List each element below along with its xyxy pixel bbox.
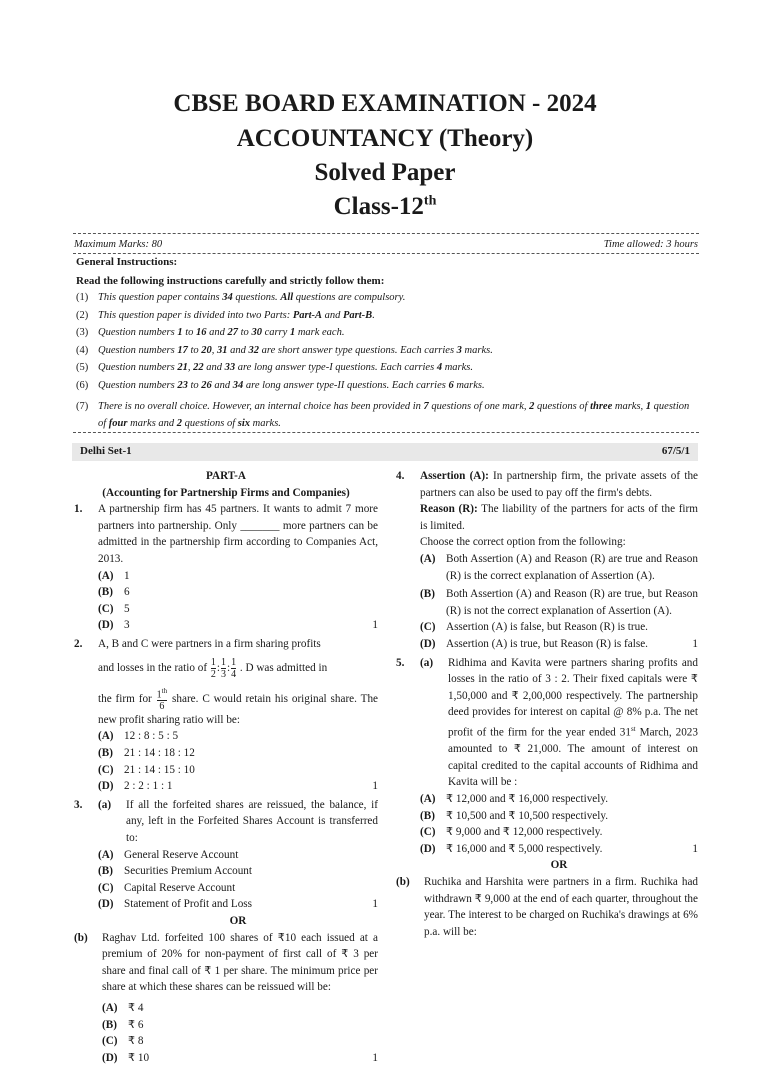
option-text: ₹ 9,000 and ₹ 12,000 respectively.	[446, 826, 603, 839]
question-text: share. C would retain his original share. The new profit sharing ratio will be:	[98, 692, 379, 726]
fraction	[211, 657, 216, 680]
fraction	[221, 657, 226, 680]
option	[420, 824, 698, 841]
instruction-item	[76, 380, 696, 391]
question-2	[74, 636, 378, 795]
part-title: PART-A	[205, 470, 246, 482]
option	[98, 584, 252, 601]
max-marks: Maximum Marks: 80	[74, 239, 163, 250]
instruction-item	[76, 327, 696, 338]
option	[98, 728, 252, 745]
question-text: the firm for	[98, 692, 152, 705]
question-text-part: Ridhima and Kavita were partners sharing profits and losses in the ratio of 3 : 2. Their fixed capitals were ₹ 1,50,000 and ₹ 2,00,000 respectively. The partnership deed provides for interest on capital @ 8% p.a. The net profit of the firm for the year ended 31	[448, 656, 698, 739]
question-5b	[396, 874, 698, 940]
instruction-text: Question numbers 1 to 16 and 27 to 30 carry 1 mark each.	[98, 327, 345, 338]
denominator: 4	[231, 668, 237, 680]
options	[98, 568, 378, 634]
marks: 1	[692, 842, 698, 855]
question-4	[396, 468, 698, 653]
option-text: ₹ 8	[128, 1035, 144, 1048]
instruction-text: There is no overall choice. However, an internal choice has been provided in 7 questions of one mark, 2 questions of three marks, 1 question of four marks and 2 questions of six marks.	[98, 401, 690, 429]
option-label: (C)	[98, 763, 114, 776]
option-text: 2 : 2 : 1 : 1	[124, 780, 173, 793]
question-number: 4.	[396, 470, 405, 482]
question-number: 1.	[74, 503, 83, 516]
question-3b	[74, 930, 378, 1066]
marks: 1	[372, 1051, 378, 1064]
sub-label: (b)	[74, 931, 88, 944]
option	[420, 551, 698, 584]
option	[102, 1050, 256, 1066]
instruction-text: Question numbers 23 to 26 and 34 are long answer type-II questions. Each carries 6 marks.	[98, 380, 485, 391]
question-text-line	[98, 686, 378, 729]
option-text: General Reserve Account	[124, 848, 239, 861]
question-text: . D was admitted in	[239, 661, 328, 674]
option-label: (C)	[98, 602, 114, 615]
option	[98, 601, 252, 618]
option	[102, 1033, 256, 1050]
option-text: Assertion (A) is false, but Reason (R) is true.	[446, 621, 648, 634]
option-text: ₹ 12,000 and ₹ 16,000 respectively.	[446, 793, 609, 806]
reason	[420, 501, 698, 534]
sub-label: (a)	[420, 656, 434, 669]
option-label: (B)	[420, 588, 435, 601]
divider-instructions	[73, 432, 699, 433]
numerator-sup: th	[161, 686, 168, 695]
option	[420, 619, 698, 636]
instruction-number: (6)	[76, 380, 89, 391]
option	[420, 791, 698, 808]
fraction	[157, 686, 167, 712]
paper-class	[0, 193, 770, 221]
option-label: (D)	[420, 637, 436, 650]
option-text: Both Assertion (A) and Reason (R) are true and Reason (R) is the correct explanation of Assertion (A).	[446, 552, 698, 582]
option	[98, 762, 252, 779]
instruction-number: (5)	[76, 362, 89, 373]
instruction-number: (2)	[76, 310, 89, 321]
option-label: (B)	[420, 809, 435, 822]
question-3	[74, 797, 378, 930]
option	[420, 586, 698, 619]
sub-label: (a)	[98, 798, 112, 811]
assertion-label: Assertion (A):	[420, 470, 489, 482]
option-label: (B)	[102, 1018, 117, 1031]
instruction-item	[76, 398, 696, 432]
denominator: 2	[210, 668, 216, 680]
class-sup: th	[423, 193, 437, 209]
option	[420, 841, 698, 858]
option-text: ₹ 4	[128, 1001, 144, 1014]
option-text: 6	[124, 586, 130, 599]
instruction-item	[76, 345, 696, 356]
option-text: Both Assertion (A) and Reason (R) are true, but Reason (R) is not the correct explanation of Assertion (A).	[446, 588, 698, 617]
option	[98, 863, 378, 880]
option-label: (A)	[420, 552, 436, 565]
marks: 1	[372, 619, 378, 632]
option	[98, 568, 252, 585]
option	[420, 808, 698, 825]
option-label: (C)	[98, 881, 114, 894]
option-label: (B)	[98, 865, 113, 878]
assertion-text: In partnership firm, the private assets of the partners can also be used to pay off the firm's debts.	[420, 470, 699, 499]
denominator: 6	[159, 700, 165, 712]
option-label: (C)	[420, 621, 436, 634]
option-text: 3	[124, 619, 130, 632]
option-label: (D)	[98, 898, 114, 911]
option-label: (A)	[98, 569, 114, 582]
option-label: (D)	[102, 1051, 118, 1064]
question-5a	[420, 655, 698, 791]
numerator: 1	[220, 656, 226, 668]
part-subtitle: (Accounting for Partnership Firms and Companies)	[102, 486, 350, 499]
paper-type: Solved Paper	[314, 159, 456, 186]
option-label: (C)	[420, 826, 436, 839]
instructions-lead: Read the following instructions carefully and strictly follow them:	[76, 275, 385, 287]
option	[98, 847, 378, 864]
option-text: Securities Premium Account	[124, 865, 253, 878]
reason-label: Reason (R):	[420, 503, 478, 516]
numerator: 1	[210, 656, 216, 668]
question-5	[396, 655, 698, 874]
options	[102, 1000, 378, 1066]
question-text: A partnership firm has 45 partners. It wants to admit 7 more partners into partnership. Only _______ more partners can be admitted in the partnership firm according to Companies Act, 2013.	[98, 503, 378, 565]
instruction-number: (1)	[76, 292, 89, 303]
numerator: 1	[156, 688, 162, 700]
question-text	[448, 655, 698, 791]
option-text: 21 : 14 : 15 : 10	[124, 763, 195, 776]
marks: 1	[372, 898, 378, 911]
option	[98, 896, 378, 913]
option-label: (C)	[102, 1035, 118, 1048]
set-bar	[72, 443, 698, 461]
assertion	[420, 468, 698, 501]
option	[102, 1017, 256, 1034]
date-sup: st	[630, 724, 636, 733]
instruction-item	[76, 362, 696, 373]
marks: 1	[372, 780, 378, 793]
instruction-text: This question paper is divided into two Parts: Part-A and Part-B.	[98, 310, 375, 321]
option-label: (D)	[98, 619, 114, 632]
question-number: 2.	[74, 637, 83, 650]
question-number: 5.	[396, 656, 405, 669]
question-number: 3.	[74, 798, 83, 811]
option-text: ₹ 10,500 and ₹ 10,500 respectively.	[446, 809, 609, 822]
question-text-line: A, B and C were partners in a firm sharing profits	[98, 637, 321, 650]
left-column	[74, 468, 378, 1066]
divider-meta	[73, 253, 699, 254]
numerator: 1	[231, 656, 237, 668]
question-text: If all the forfeited shares are reissued, the balance, if any, left in the Forfeited Shares Account is transferred to:	[126, 798, 378, 845]
option	[98, 880, 378, 897]
denominator: 3	[220, 668, 226, 680]
option	[102, 1000, 256, 1017]
time-allowed: Time allowed: 3 hours	[603, 239, 698, 250]
question-1	[74, 501, 378, 634]
option-text: Statement of Profit and Loss	[124, 898, 253, 911]
question-text-part: March, 2023 amounted to ₹ 21,000. The amount of interest on capital credited to the capital accounts of Ridhima and Kavita will be :	[448, 726, 698, 789]
option	[98, 617, 252, 634]
options	[98, 728, 378, 794]
option-text: ₹ 16,000 and ₹ 5,000 respectively.	[446, 842, 603, 855]
ratio-label: and losses in the ratio of	[98, 661, 208, 674]
instructions-heading: General Instructions:	[76, 256, 178, 268]
option-text: 5	[124, 602, 130, 615]
option-label: (A)	[98, 730, 114, 743]
option-label: (D)	[98, 780, 114, 793]
option-label: (B)	[98, 747, 113, 760]
class-text: Class-12	[333, 193, 424, 220]
sub-label: (b)	[396, 875, 410, 888]
instruction-number: (3)	[76, 327, 89, 338]
option-text: ₹ 10	[128, 1051, 150, 1064]
or-divider: OR	[550, 859, 568, 872]
option-text: 21 : 14 : 18 : 12	[124, 747, 195, 760]
option	[98, 778, 252, 795]
reason-text: The liability of the partners for acts of the firm is limited.	[420, 503, 698, 532]
option-label: (B)	[98, 586, 113, 599]
choose-text: Choose the correct option from the following:	[420, 536, 626, 549]
instruction-item	[76, 292, 696, 303]
option-label: (A)	[102, 1001, 118, 1014]
instruction-number: (7)	[76, 401, 89, 412]
question-text: Ruchika and Harshita were partners in a firm. Ruchika had withdrawn ₹ 9,000 at the end of each quarter, throughout the year. The interest to be charged on Ruchika's drawings at 6% p.a. will be:	[424, 875, 698, 938]
option-label: (D)	[420, 842, 436, 855]
option-text: 1	[124, 569, 130, 582]
instruction-text: Question numbers 21, 22 and 33 are long answer type-I questions. Each carries 4 marks.	[98, 362, 473, 373]
option	[420, 636, 698, 653]
option-text: ₹ 6	[128, 1018, 144, 1031]
instruction-item	[76, 310, 696, 321]
instruction-text: Question numbers 17 to 20, 31 and 32 are short answer type questions. Each carries 3 marks.	[98, 345, 493, 356]
question-text: Raghav Ltd. forfeited 100 shares of ₹10 each issued at a premium of 20% for non-payment of first call of ₹ 3 per share and final call of ₹ 1 per share. The minimum price per share at which these shares can be reissued will be:	[102, 931, 378, 994]
question-3a	[98, 797, 378, 847]
paper-subject: ACCOUNTANCY (Theory)	[236, 125, 534, 152]
paper-title: CBSE BOARD EXAMINATION - 2024	[173, 90, 597, 117]
marks: 1	[692, 637, 698, 650]
option-text: Capital Reserve Account	[124, 881, 236, 894]
fraction	[231, 657, 236, 680]
question-text-line: and losses in the ratio of $\frac{1}{2}$ : $\frac{1}{3}$ : $\frac{1}{4}$ . D was admitted in	[98, 656, 328, 680]
divider-top	[73, 233, 699, 234]
option	[98, 745, 252, 762]
or-divider: OR	[229, 914, 247, 927]
set-name: Delhi Set-1	[80, 445, 132, 457]
option-label: (A)	[98, 848, 114, 861]
set-code: 67/5/1	[661, 445, 690, 457]
option-text: Assertion (A) is true, but Reason (R) is false.	[446, 637, 648, 650]
option-label: (A)	[420, 793, 436, 806]
option-text: 12 : 8 : 5 : 5	[124, 730, 179, 743]
instruction-number: (4)	[76, 345, 89, 356]
instruction-text: This question paper contains 34 questions. All questions are compulsory.	[98, 292, 406, 303]
right-column	[396, 468, 698, 940]
